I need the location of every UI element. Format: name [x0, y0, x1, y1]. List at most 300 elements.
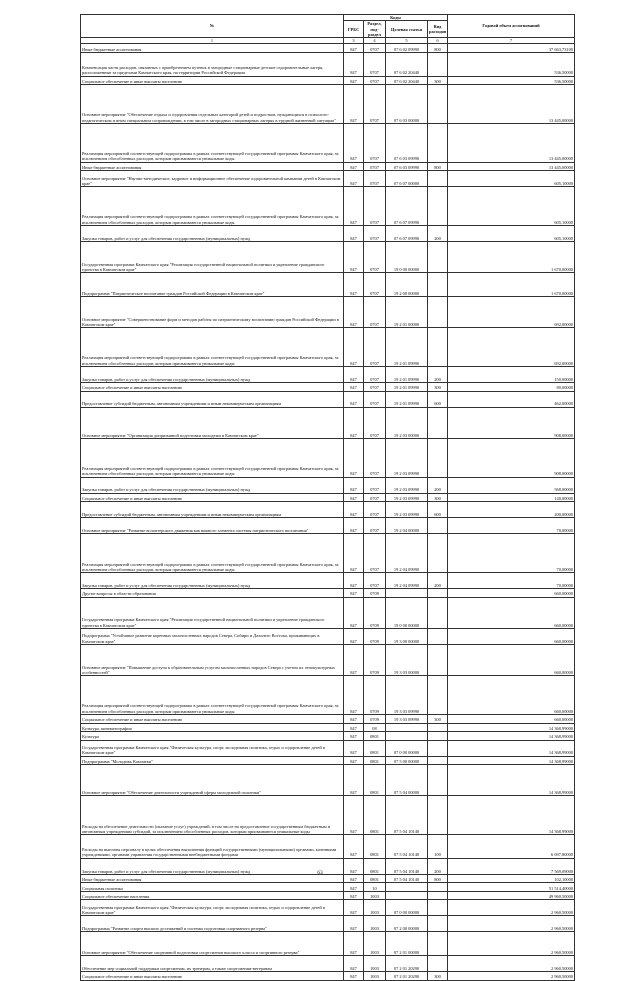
- amount-cell: 908,00000: [448, 407, 575, 438]
- row-name-cell: Социальная политика: [81, 883, 344, 892]
- section-cell: 0709: [364, 628, 386, 644]
- grbs-cell: 847: [344, 676, 364, 715]
- grbs-cell: 847: [344, 628, 364, 644]
- exptype-cell: [428, 732, 448, 741]
- exptype-cell: [428, 171, 448, 187]
- target-cell: 19 3 03 00000: [386, 645, 428, 676]
- target-cell: 07 5 04 10140: [386, 874, 428, 883]
- exptype-cell: 200: [428, 366, 448, 382]
- table-row: [81, 242, 575, 273]
- grbs-cell: 847: [344, 835, 364, 859]
- grbs-cell: 847: [344, 391, 364, 407]
- row-name-cell: Расходы на обеспечение деятельности (оказание услуг) учреждений, в том числе на предоставление государственным бюджетным и автономным учреждениям субсидий, за исключением обособленных расходов, которым присваиваются уникальные коды: [81, 796, 344, 835]
- amount-cell: 150,00000: [448, 366, 575, 382]
- table-row: [81, 477, 575, 493]
- exptype-cell: [428, 242, 448, 273]
- table-row: [81, 916, 575, 932]
- grbs-cell: 847: [344, 900, 364, 916]
- grbs-cell: 847: [344, 52, 364, 76]
- row-name-cell: Иные бюджетные ассигнования: [81, 44, 344, 53]
- exptype-cell: 600: [428, 502, 448, 518]
- row-name-cell: Реализация мероприятий соответствующей подпрограммы в рамках соответствующей государственной программы Камчатского края, за исключением обособленных расходов, которым присваиваются уникальные коды: [81, 123, 344, 162]
- target-cell: 07 6 02 20440: [386, 76, 428, 85]
- section-cell: 0709: [364, 589, 386, 598]
- amount-cell: 80,00000: [448, 383, 575, 392]
- grbs-cell: 847: [344, 740, 364, 756]
- amount-cell: 200,00000: [448, 502, 575, 518]
- table-row: [81, 296, 575, 327]
- section-cell: 0707: [364, 123, 386, 162]
- grbs-cell: 847: [344, 328, 364, 367]
- table-row: [81, 162, 575, 171]
- grbs-cell: 847: [344, 76, 364, 85]
- header-section: Раздел, под-раздел: [364, 21, 386, 38]
- section-cell: 0707: [364, 162, 386, 171]
- row-name-cell: Обеспечение мер социальной поддержки спортсменам, их тренерам, а также спортсменам-ветеранам: [81, 956, 344, 972]
- exptype-cell: 300: [428, 972, 448, 981]
- grbs-cell: 847: [344, 796, 364, 835]
- target-cell: 07 6 07 09990: [386, 226, 428, 242]
- section-cell: 0801: [364, 732, 386, 741]
- section-cell: 0801: [364, 858, 386, 874]
- row-name-cell: Государственная программа Камчатского края "Реализация государственной национальной политики и укрепление гражданского единства в Камчатском крае": [81, 597, 344, 628]
- row-name-cell: Социальное обеспечение и иные выплаты населению: [81, 715, 344, 724]
- row-name-cell: Основное мероприятие "Научно-методическое, кадровое и информационное обеспечение оздоровительной кампании детей в Камчатском крае": [81, 171, 344, 187]
- section-cell: 0707: [364, 438, 386, 477]
- grbs-cell: 847: [344, 518, 364, 534]
- exptype-cell: [428, 740, 448, 756]
- exptype-cell: [428, 916, 448, 932]
- index-cell: 4: [364, 38, 386, 44]
- row-name-cell: Закупка товаров, работ и услуг для обеспечения государственных (муниципальных) нужд: [81, 226, 344, 242]
- header-amount: Годовой объем ассигнований: [448, 15, 575, 38]
- row-name-cell: Компенсация части расходов, связанных с приобретением путевок в загородные стационарные детские оздоровительные лагеря, расположенные за пределами Камчатского края, на территории Российской Федерации: [81, 52, 344, 76]
- amount-cell: 605,10000: [448, 187, 575, 226]
- amount-cell: 1 670,00000: [448, 242, 575, 273]
- row-name-cell: Реализация мероприятий соответствующей подпрограммы в рамках соответствующей государственной программы Камчатского края, за исключением обособленных расходов, которым присваиваются уникальные коды: [81, 438, 344, 477]
- grbs-cell: 847: [344, 187, 364, 226]
- amount-cell: 692,00000: [448, 296, 575, 327]
- target-cell: 19 2 03 09990: [386, 477, 428, 493]
- grbs-cell: 847: [344, 162, 364, 171]
- target-cell: 07 2 01 20290: [386, 956, 428, 972]
- section-cell: 0707: [364, 366, 386, 382]
- budget-table: [80, 14, 575, 981]
- row-name-cell: Иные бюджетные ассигнования: [81, 874, 344, 883]
- table-row: [81, 765, 575, 796]
- amount-cell: 605,10000: [448, 226, 575, 242]
- section-cell: 0707: [364, 407, 386, 438]
- target-cell: [386, 589, 428, 598]
- row-name-cell: Социальное обеспечение населения: [81, 891, 344, 900]
- exptype-cell: 300: [428, 493, 448, 502]
- table-row: [81, 597, 575, 628]
- header-grbs: ГРБС: [344, 21, 364, 38]
- amount-cell: 1 670,00000: [448, 273, 575, 297]
- grbs-cell: 847: [344, 573, 364, 589]
- grbs-cell: 847: [344, 296, 364, 327]
- section-cell: 0709: [364, 645, 386, 676]
- amount-cell: 908,00000: [448, 438, 575, 477]
- section-cell: 0707: [364, 573, 386, 589]
- amount-cell: 660,00000: [448, 676, 575, 715]
- section-cell: 0801: [364, 740, 386, 756]
- table-row: [81, 85, 575, 124]
- row-name-cell: Закупка товаров, работ и услуг для обеспечения государственных (муниципальных) нужд: [81, 477, 344, 493]
- section-cell: 0707: [364, 273, 386, 297]
- exptype-cell: [428, 932, 448, 956]
- grbs-cell: 847: [344, 85, 364, 124]
- row-name-cell: Иные бюджетные ассигнования: [81, 162, 344, 171]
- amount-cell: 660,00000: [448, 589, 575, 598]
- target-cell: 19 2 01 09990: [386, 391, 428, 407]
- table-row: [81, 891, 575, 900]
- target-cell: [386, 723, 428, 732]
- amount-cell: 70,00000: [448, 573, 575, 589]
- exptype-cell: 800: [428, 44, 448, 53]
- amount-cell: 14 368,99000: [448, 732, 575, 741]
- row-name-cell: Подпрограмма "Патриотическое воспитание граждан Российской Федерации в Камчатском крае": [81, 273, 344, 297]
- exptype-cell: [428, 328, 448, 367]
- row-name-cell: Предоставление субсидий бюджетным, автономным учреждениям и иным некоммерческим организациям: [81, 391, 344, 407]
- section-cell: 1003: [364, 972, 386, 981]
- amount-cell: 14 368,99000: [448, 756, 575, 765]
- target-cell: [386, 883, 428, 892]
- grbs-cell: 847: [344, 44, 364, 53]
- exptype-cell: [428, 628, 448, 644]
- amount-cell: 568,00000: [448, 477, 575, 493]
- row-name-cell: Социальное обеспечение и иные выплаты населению: [81, 76, 344, 85]
- grbs-cell: 847: [344, 589, 364, 598]
- section-cell: 1003: [364, 916, 386, 932]
- exptype-cell: [428, 645, 448, 676]
- exptype-cell: [428, 296, 448, 327]
- amount-cell: 660,00000: [448, 597, 575, 628]
- table-row: [81, 883, 575, 892]
- section-cell: 0707: [364, 296, 386, 327]
- index-cell: 7: [448, 38, 575, 44]
- target-cell: 19 2 04 09990: [386, 534, 428, 573]
- row-name-cell: Реализация мероприятий соответствующей подпрограммы в рамках соответствующей государственной программы Камчатского края, за исключением обособленных расходов, которым присваиваются уникальные коды: [81, 328, 344, 367]
- target-cell: 07 2 01 00000: [386, 932, 428, 956]
- section-cell: 1003: [364, 932, 386, 956]
- section-cell: 0707: [364, 171, 386, 187]
- table-row: [81, 518, 575, 534]
- table-row: [81, 756, 575, 765]
- table-row: [81, 226, 575, 242]
- grbs-cell: 847: [344, 493, 364, 502]
- target-cell: 19 3 00 00000: [386, 628, 428, 644]
- table-row: [81, 273, 575, 297]
- section-cell: 0707: [364, 383, 386, 392]
- exptype-cell: 200: [428, 226, 448, 242]
- table-row: [81, 407, 575, 438]
- amount-cell: 51 514,40000: [448, 883, 575, 892]
- amount-cell: 13 445,00000: [448, 123, 575, 162]
- grbs-cell: 847: [344, 858, 364, 874]
- grbs-cell: 847: [344, 756, 364, 765]
- section-cell: 0707: [364, 477, 386, 493]
- grbs-cell: 847: [344, 226, 364, 242]
- exptype-cell: 300: [428, 383, 448, 392]
- exptype-cell: 800: [428, 874, 448, 883]
- exptype-cell: [428, 723, 448, 732]
- exptype-cell: [428, 518, 448, 534]
- grbs-cell: 847: [344, 438, 364, 477]
- row-name-cell: Основное мероприятие "Организация допризывной подготовки молодежи в Камчатском крае": [81, 407, 344, 438]
- header-exptype: Вид расходов: [428, 21, 448, 38]
- target-cell: 19 0 00 00000: [386, 597, 428, 628]
- table-row: [81, 123, 575, 162]
- row-name-cell: Подпрограмма "Устойчивое развитие коренных малочисленных народов Севера, Сибири и Дальнего Востока, проживающих в Камчатском крае": [81, 628, 344, 644]
- amount-cell: 14 368,99000: [448, 796, 575, 835]
- section-cell: 0709: [364, 715, 386, 724]
- section-cell: 1003: [364, 956, 386, 972]
- table-row: [81, 534, 575, 573]
- grbs-cell: 847: [344, 765, 364, 796]
- table-row: [81, 932, 575, 956]
- amount-cell: 2 960,50000: [448, 972, 575, 981]
- section-cell: 0707: [364, 391, 386, 407]
- exptype-cell: [428, 52, 448, 76]
- table-row: [81, 383, 575, 392]
- index-cell: 1: [81, 38, 344, 44]
- row-name-cell: Подпрограмма "Молодежь Камчатки": [81, 756, 344, 765]
- row-name-cell: Закупка товаров, работ и услуг для обеспечения государственных (муниципальных) нужд: [81, 366, 344, 382]
- target-cell: 19 2 01 09990: [386, 383, 428, 392]
- section-cell: 0801: [364, 835, 386, 859]
- exptype-cell: [428, 883, 448, 892]
- target-cell: 19 2 03 09990: [386, 438, 428, 477]
- amount-cell: 605,10000: [448, 171, 575, 187]
- exptype-cell: 300: [428, 715, 448, 724]
- section-cell: 0801: [364, 765, 386, 796]
- exptype-cell: 100: [428, 835, 448, 859]
- amount-cell: 140,00000: [448, 493, 575, 502]
- target-cell: 07 6 03 09990: [386, 123, 428, 162]
- exptype-cell: [428, 187, 448, 226]
- exptype-cell: [428, 756, 448, 765]
- row-name-cell: Социальное обеспечение и иные выплаты населению: [81, 493, 344, 502]
- row-name-cell: Государственная программа Камчатского края "Реализация государственной национальной политики и укрепление гражданского единства в Камчатском крае": [81, 242, 344, 273]
- table-row: [81, 391, 575, 407]
- row-name-cell: Основное мероприятие "Повышение доступа к образовательным услугам малочисленных народов Севера с учетом их этнокультурных особенностей": [81, 645, 344, 676]
- table-row: [81, 171, 575, 187]
- table-row: [81, 44, 575, 53]
- grbs-cell: 847: [344, 366, 364, 382]
- header-no: №: [81, 15, 344, 38]
- target-cell: 07 2 00 00000: [386, 916, 428, 932]
- table-row: [81, 740, 575, 756]
- header-target: Целевая статья: [386, 21, 428, 38]
- table-row: [81, 972, 575, 981]
- exptype-cell: [428, 597, 448, 628]
- grbs-cell: 847: [344, 645, 364, 676]
- target-cell: 19 0 00 00000: [386, 242, 428, 273]
- target-cell: 07 6 02 09990: [386, 44, 428, 53]
- grbs-cell: 847: [344, 477, 364, 493]
- table-row: [81, 900, 575, 916]
- table-row: [81, 676, 575, 715]
- target-cell: 07 5 04 10140: [386, 796, 428, 835]
- table-row: [81, 438, 575, 477]
- amount-cell: 13 445,00000: [448, 85, 575, 124]
- target-cell: [386, 891, 428, 900]
- exptype-cell: 300: [428, 76, 448, 85]
- exptype-cell: 800: [428, 162, 448, 171]
- row-name-cell: Закупка товаров, работ и услуг для обеспечения государственных (муниципальных) нужд: [81, 573, 344, 589]
- header-row-1: [81, 15, 575, 21]
- amount-cell: 14 368,99000: [448, 765, 575, 796]
- target-cell: 19 2 03 09990: [386, 493, 428, 502]
- index-cell: 5: [386, 38, 428, 44]
- section-cell: 1003: [364, 891, 386, 900]
- target-cell: 07 6 03 09990: [386, 162, 428, 171]
- amount-cell: 660,00000: [448, 715, 575, 724]
- exptype-cell: [428, 676, 448, 715]
- index-cell: 3: [344, 38, 364, 44]
- row-name-cell: Закупка товаров, работ и услуг для обеспечения государственных (муниципальных) нужд: [81, 858, 344, 874]
- target-cell: 07 5 04 00000: [386, 765, 428, 796]
- grbs-cell: 847: [344, 597, 364, 628]
- grbs-cell: 847: [344, 534, 364, 573]
- table-body: [81, 44, 575, 980]
- target-cell: 07 0 00 00000: [386, 900, 428, 916]
- target-cell: 07 6 07 00000: [386, 171, 428, 187]
- exptype-cell: [428, 589, 448, 598]
- section-cell: 0709: [364, 676, 386, 715]
- grbs-cell: 847: [344, 502, 364, 518]
- exptype-cell: [428, 796, 448, 835]
- target-cell: 19 3 03 09990: [386, 676, 428, 715]
- grbs-cell: 847: [344, 891, 364, 900]
- section-cell: 0707: [364, 502, 386, 518]
- table-row: [81, 723, 575, 732]
- grbs-cell: 847: [344, 407, 364, 438]
- target-cell: 07 5 04 10140: [386, 835, 428, 859]
- grbs-cell: 847: [344, 932, 364, 956]
- exptype-cell: [428, 85, 448, 124]
- section-cell: 0709: [364, 597, 386, 628]
- section-cell: 0707: [364, 242, 386, 273]
- section-cell: 0801: [364, 756, 386, 765]
- amount-cell: 7 569,09000: [448, 858, 575, 874]
- exptype-cell: [428, 765, 448, 796]
- target-cell: 19 2 01 09990: [386, 366, 428, 382]
- section-cell: 0801: [364, 796, 386, 835]
- table-row: [81, 366, 575, 382]
- amount-cell: 536,50000: [448, 52, 575, 76]
- target-cell: 19 2 03 09990: [386, 502, 428, 518]
- section-cell: 0707: [364, 52, 386, 76]
- table-row: [81, 835, 575, 859]
- exptype-cell: 200: [428, 477, 448, 493]
- amount-cell: 70,00000: [448, 518, 575, 534]
- exptype-cell: 200: [428, 573, 448, 589]
- exptype-cell: [428, 900, 448, 916]
- table-row: [81, 589, 575, 598]
- target-cell: 07 2 01 20290: [386, 972, 428, 981]
- target-cell: 19 3 03 09990: [386, 715, 428, 724]
- section-cell: 0707: [364, 328, 386, 367]
- exptype-cell: [428, 407, 448, 438]
- page-number: 63: [317, 870, 323, 876]
- row-name-cell: Подпрограмма "Развитие спорта высших достижений и системы подготовки спортивного резерва": [81, 916, 344, 932]
- exptype-cell: [428, 438, 448, 477]
- target-cell: 07 6 02 20440: [386, 52, 428, 76]
- target-cell: 19 2 03 00000: [386, 407, 428, 438]
- row-name-cell: Основное мероприятие "Обеспечение спортивной подготовки спортсменов высокого класса и спортивного резерва": [81, 932, 344, 956]
- table-row: [81, 493, 575, 502]
- section-cell: 0707: [364, 187, 386, 226]
- table-row: [81, 956, 575, 972]
- section-cell: 0707: [364, 518, 386, 534]
- target-cell: 19 2 04 09990: [386, 573, 428, 589]
- table-row: [81, 732, 575, 741]
- row-name-cell: Государственная программа Камчатского края "Физическая культура, спорт, молодежная политика, отдых и оздоровление детей в Камчатском крае": [81, 740, 344, 756]
- table-row: [81, 328, 575, 367]
- target-cell: 07 6 03 00000: [386, 85, 428, 124]
- exptype-cell: [428, 534, 448, 573]
- section-cell: 1003: [364, 900, 386, 916]
- grbs-cell: 847: [344, 383, 364, 392]
- row-name-cell: Социальное обеспечение и иные выплаты населению: [81, 383, 344, 392]
- amount-cell: 37 663,73100: [448, 44, 575, 53]
- exptype-cell: [428, 273, 448, 297]
- grbs-cell: 847: [344, 273, 364, 297]
- amount-cell: 14 368,99000: [448, 740, 575, 756]
- amount-cell: 660,00000: [448, 645, 575, 676]
- grbs-cell: 847: [344, 723, 364, 732]
- amount-cell: 14 368,99000: [448, 723, 575, 732]
- amount-cell: 462,00000: [448, 391, 575, 407]
- table-row: [81, 628, 575, 644]
- exptype-cell: 600: [428, 391, 448, 407]
- amount-cell: 660,00000: [448, 628, 575, 644]
- grbs-cell: 847: [344, 972, 364, 981]
- row-name-cell: Основное мероприятие "Развитие волонтерского движения как важного элемента системы патриотического воспитания": [81, 518, 344, 534]
- target-cell: [386, 732, 428, 741]
- row-name-cell: Расходы на выплаты персоналу в целях обеспечения выполнения функций государственными (муниципальными) органами, казенными учреждениями, органами управления государственными внебюджетными фондами: [81, 835, 344, 859]
- exptype-cell: [428, 956, 448, 972]
- grbs-cell: 847: [344, 874, 364, 883]
- section-cell: 0707: [364, 85, 386, 124]
- grbs-cell: 847: [344, 916, 364, 932]
- grbs-cell: 847: [344, 242, 364, 273]
- row-name-cell: Реализация мероприятий соответствующей подпрограммы в рамках соответствующей государственной программы Камчатского края, за исключением обособленных расходов, которым присваиваются уникальные коды: [81, 676, 344, 715]
- row-name-cell: Основное мероприятие "Обеспечение отдыха и оздоровления отдельных категорий детей и подростков, нуждающихся в психолого-педагогическом и ином специальном сопровождении, в том числе в загородных стационарных лагерях в трудной жизненной ситуации": [81, 85, 344, 124]
- grbs-cell: 847: [344, 715, 364, 724]
- target-cell: 07 5 00 00000: [386, 756, 428, 765]
- target-cell: 07 5 04 10140: [386, 858, 428, 874]
- exptype-cell: [428, 891, 448, 900]
- table-row: [81, 796, 575, 835]
- index-cell: 6: [428, 38, 448, 44]
- target-cell: 07 0 00 00000: [386, 740, 428, 756]
- amount-cell: 102,10000: [448, 874, 575, 883]
- amount-cell: 13 445,00000: [448, 162, 575, 171]
- amount-cell: 2 960,50000: [448, 916, 575, 932]
- row-name-cell: Предоставление субсидий бюджетным, автономным учреждениям и иным некоммерческим организациям: [81, 502, 344, 518]
- amount-cell: 70,00000: [448, 534, 575, 573]
- target-cell: 19 2 01 09990: [386, 328, 428, 367]
- section-cell: 0707: [364, 44, 386, 53]
- header-codes: Коды: [344, 15, 448, 21]
- section-cell: 0707: [364, 76, 386, 85]
- section-cell: 0707: [364, 534, 386, 573]
- amount-cell: 6 697,80000: [448, 835, 575, 859]
- table-row: [81, 187, 575, 226]
